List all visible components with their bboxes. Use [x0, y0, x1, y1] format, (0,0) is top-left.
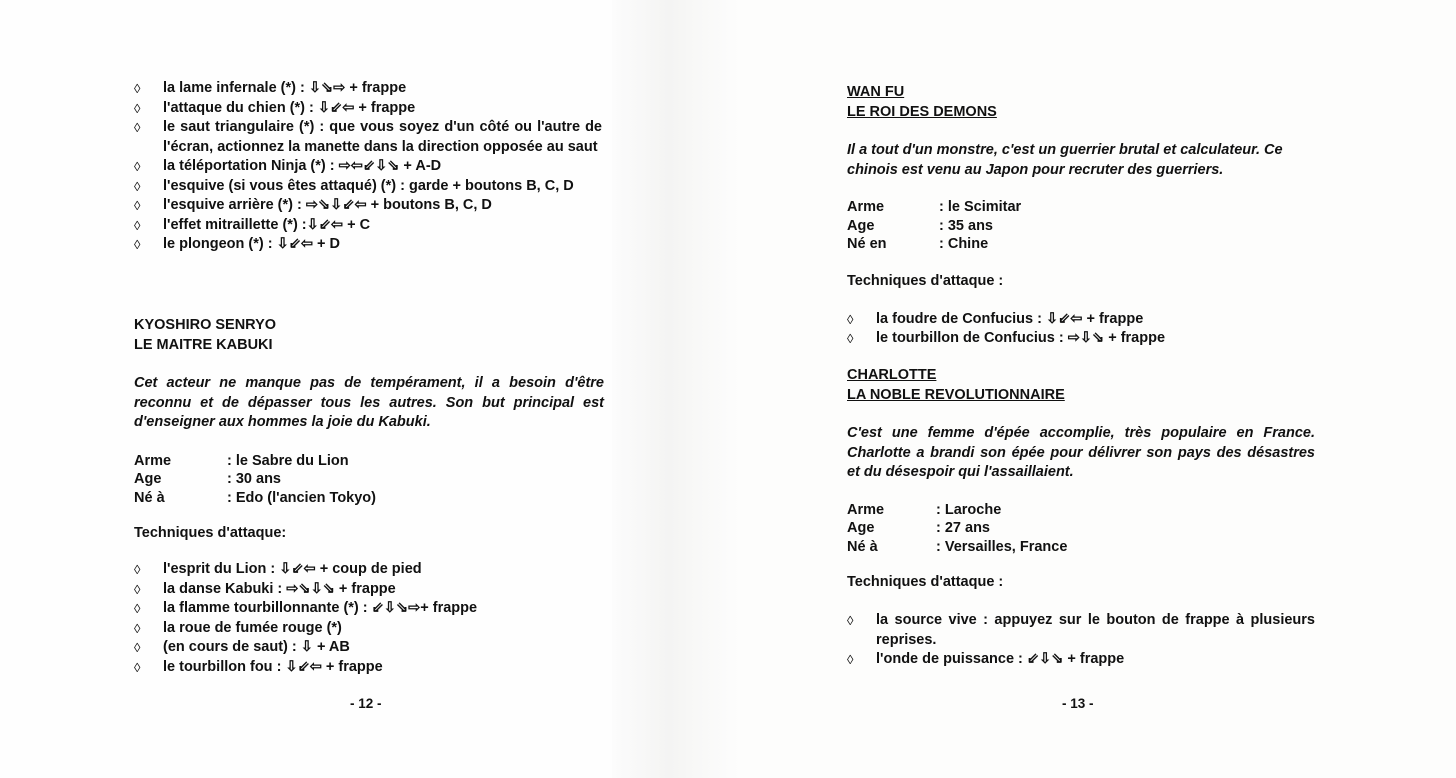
techniques-title: Techniques d'attaque :: [847, 574, 1004, 590]
list-item: ◊ la flamme tourbillonnante (*) : ⇙⇩⇘⇨+ frappe: [134, 599, 604, 619]
list-item: ◊ le tourbillon fou : ⇩⇙⇦ + frappe: [134, 658, 604, 678]
diamond-bullet-icon: ◊: [847, 652, 854, 667]
diamond-bullet-icon: ◊: [847, 311, 854, 327]
book-gutter: [612, 0, 740, 778]
diamond-bullet-icon: ◊: [134, 159, 141, 174]
list-item: ◊ la foudre de Confucius : ⇩⇙⇦ + frappe: [847, 310, 1315, 330]
diamond-bullet-icon: ◊: [134, 562, 141, 577]
stat-row: Né à : Edo (l'ancien Tokyo): [134, 489, 376, 506]
stat-row: Age : 35 ans: [847, 217, 993, 234]
character-title: LA NOBLE REVOLUTIONNAIRE: [847, 386, 1065, 403]
diamond-bullet-icon: ◊: [134, 659, 141, 675]
techniques-list: [134, 560, 604, 677]
diamond-bullet-icon: ◊: [134, 640, 141, 655]
diamond-bullet-icon: ◊: [134, 178, 141, 194]
character-section-wan-fu: [847, 83, 1315, 349]
character-name: WAN FU: [847, 84, 905, 100]
stat-row: Arme : le Sabre du Lion: [134, 452, 349, 469]
list-item: ◊ la lame infernale (*) : ⇩⇘⇨ + frappe: [134, 79, 602, 99]
list-item: ◊ l'esquive arrière (*) : ⇨⇘⇩⇙⇦ + boutons B, C, D: [134, 196, 602, 216]
diamond-bullet-icon: ◊: [134, 100, 141, 116]
list-item: ◊ le plongeon (*) : ⇩⇙⇦ + D: [134, 235, 602, 255]
character-stats: [847, 501, 1067, 557]
stat-row: Age : 27 ans: [847, 520, 990, 536]
techniques-list: [847, 310, 1315, 349]
character-intro: C'est une femme d'épée accomplie, très populaire en France. Charlotte a brandi son épée pour délivrer son pays des désastres et du désespoir qui l'assaillaient.: [847, 425, 1315, 480]
stat-row: Age : 30 ans: [134, 471, 281, 487]
character-stats: [134, 452, 376, 508]
diamond-bullet-icon: ◊: [134, 237, 141, 252]
character-section-charlotte: [847, 366, 1315, 670]
list-item: ◊ l'attaque du chien (*) : ⇩⇙⇦ + frappe: [134, 99, 602, 119]
diamond-bullet-icon: ◊: [134, 620, 141, 636]
diamond-bullet-icon: ◊: [847, 613, 854, 628]
techniques-list: [847, 611, 1315, 670]
list-item: ◊ l'esprit du Lion : ⇩⇙⇦ + coup de pied: [134, 560, 604, 580]
character-intro: Il a tout d'un monstre, c'est un guerrier brutal et calculateur. Ce chinois est venu au Japon pour recruter des guerriers.: [847, 142, 1283, 178]
diamond-bullet-icon: ◊: [134, 581, 141, 597]
diamond-bullet-icon: ◊: [134, 198, 141, 213]
list-item: ◊ l'onde de puissance : ⇙⇩⇘ + frappe: [847, 650, 1315, 670]
character-title: LE ROI DES DEMONS: [847, 103, 997, 120]
list-item: ◊ (en cours de saut) : ⇩ + AB: [134, 638, 604, 658]
move-list-top: [134, 79, 602, 255]
diamond-bullet-icon: ◊: [134, 120, 141, 135]
character-name: KYOSHIRO SENRYO: [134, 317, 277, 333]
page-number-left: - 12 -: [350, 696, 382, 711]
techniques-title: Techniques d'attaque:: [134, 525, 287, 541]
stat-row: Né à : Versailles, France: [847, 538, 1068, 555]
diamond-bullet-icon: ◊: [134, 217, 141, 233]
techniques-title: Techniques d'attaque :: [847, 272, 1004, 289]
list-item: ◊ la source vive : appuyez sur le bouton de frappe à plusieurs reprises.: [847, 612, 1315, 648]
stat-row: Arme : le Scimitar: [847, 199, 1022, 215]
diamond-bullet-icon: ◊: [847, 331, 854, 346]
list-item: ◊ la roue de fumée rouge (*): [134, 619, 604, 639]
list-item: ◊ le tourbillon de Confucius : ⇨⇩⇘ + frappe: [847, 329, 1315, 349]
list-item: ◊ la danse Kabuki : ⇨⇘⇩⇘ + frappe: [134, 580, 604, 600]
character-intro: Cet acteur ne manque pas de tempérament, il a besoin d'être reconnu et de dépasser tous les autres. Son but principal est d'enseigner aux hommes la joie du Kabuki.: [134, 375, 604, 430]
stat-row: Né en : Chine: [847, 236, 989, 252]
character-name: CHARLOTTE: [847, 367, 937, 383]
diamond-bullet-icon: ◊: [134, 601, 141, 616]
diamond-bullet-icon: ◊: [134, 81, 141, 96]
list-item: ◊ le saut triangulaire (*) : que vous soyez d'un côté ou l'autre de l'écran, actionnez la manette dans la direction opposée au saut: [134, 119, 602, 155]
list-item: ◊ la téléportation Ninja (*) : ⇨⇦⇙⇩⇘ + A-D: [134, 157, 602, 177]
list-item: ◊ l'esquive (si vous êtes attaqué) (*) : garde + boutons B, C, D: [134, 177, 602, 197]
character-title: LE MAITRE KABUKI: [134, 336, 273, 353]
character-section-kyoshiro: [134, 316, 604, 677]
character-stats: [847, 198, 1021, 254]
list-item: ◊ l'effet mitraillette (*) :⇩⇙⇦ + C: [134, 216, 602, 236]
stat-row: Arme : Laroche: [847, 501, 1002, 518]
page-number-right: - 13 -: [1062, 696, 1094, 711]
